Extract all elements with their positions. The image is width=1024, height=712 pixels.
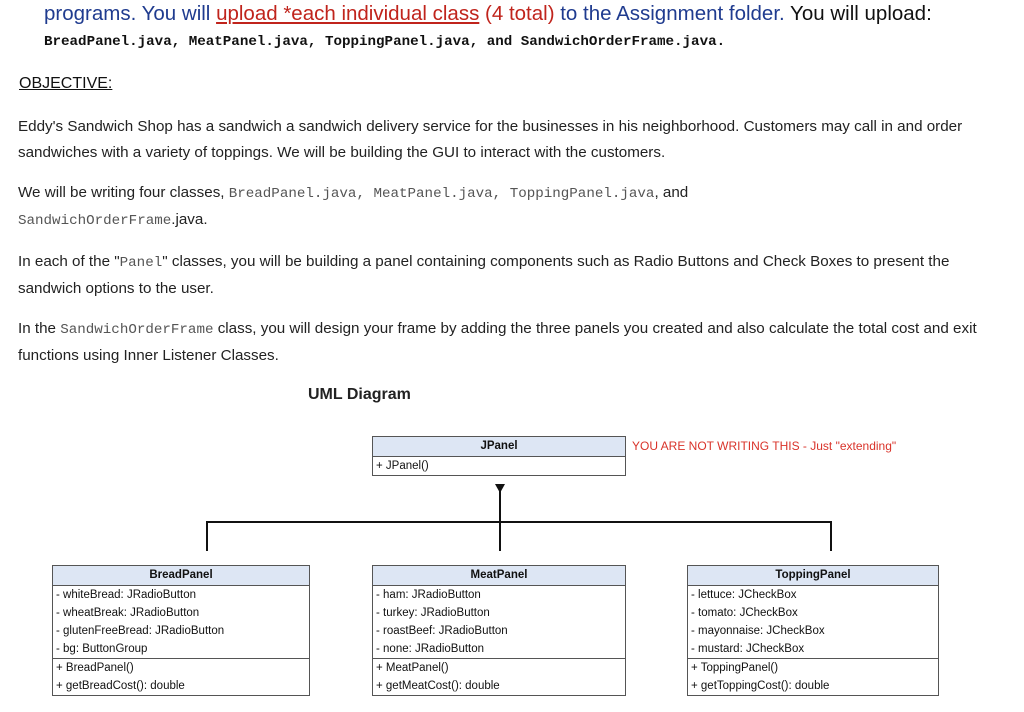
- meat-method: + getMeatCost(): double: [376, 680, 500, 692]
- topping-method: + ToppingPanel(): [688, 658, 938, 677]
- bread-method: + BreadPanel(): [53, 658, 309, 677]
- p2-text-a: We will be writing four classes,: [18, 184, 229, 201]
- p3-text-a: In each of the ": [18, 253, 120, 270]
- bread-field: - whiteBread: JRadioButton: [56, 589, 196, 601]
- objective-heading: OBJECTIVE:: [19, 75, 113, 92]
- meat-field: - ham: JRadioButton: [376, 589, 481, 601]
- bread-method: + getBreadCost(): double: [56, 680, 185, 692]
- breadpanel-class-box: [52, 565, 310, 696]
- p2-code-frame: SandwichOrderFrame: [18, 213, 172, 229]
- bread-field: - bg: ButtonGroup: [56, 643, 148, 655]
- files-list: BreadPanel.java, MeatPanel.java, ToppingPanel.java, and SandwichOrderFrame.java.: [44, 34, 726, 50]
- instruction-text-3: You will upload:: [784, 2, 932, 25]
- p2-text-c: , and: [654, 184, 689, 201]
- upload-emphasis: upload *each individual class: [216, 2, 480, 25]
- toppingpanel-class-name: ToppingPanel: [688, 566, 938, 586]
- jpanel-class-name: JPanel: [373, 437, 625, 457]
- breadpanel-class-name: BreadPanel: [53, 566, 309, 586]
- p4-code-frame: SandwichOrderFrame: [60, 322, 214, 338]
- p3-code-panel: Panel: [119, 255, 163, 271]
- bread-field: - wheatBreak: JRadioButton: [56, 607, 200, 619]
- meat-method: + MeatPanel(): [373, 658, 625, 677]
- p2-code-files: BreadPanel.java, MeatPanel.java, ToppingPanel.java: [228, 186, 655, 202]
- uml-title: UML Diagram: [308, 386, 411, 403]
- meat-field: - roastBeef: JRadioButton: [376, 625, 508, 637]
- jpanel-constructor: + JPanel(): [376, 460, 429, 472]
- meat-field: - turkey: JRadioButton: [376, 607, 490, 619]
- extends-note: YOU ARE NOT WRITING THIS - Just "extending": [632, 439, 897, 453]
- toppingpanel-class-box: [687, 565, 939, 696]
- meatpanel-class-box: [372, 565, 626, 696]
- meatpanel-class-name: MeatPanel: [373, 566, 625, 586]
- total-emphasis: (4 total): [479, 2, 555, 25]
- p2-text-e: .java.: [171, 211, 208, 228]
- p3-text-c: " classes, you will be building a panel containing components such as Radio Buttons and Check Boxes to present the sandwich options to the user.: [18, 253, 950, 297]
- p4-text-a: In the: [18, 320, 61, 337]
- topping-method: + getToppingCost(): double: [691, 680, 830, 692]
- topping-field: - tomato: JCheckBox: [691, 607, 798, 619]
- meat-field: - none: JRadioButton: [376, 643, 485, 655]
- instruction-text-1: programs. You will: [44, 2, 217, 25]
- topping-field: - mustard: JCheckBox: [691, 643, 805, 655]
- bread-field: - glutenFreeBread: JRadioButton: [56, 625, 225, 637]
- instruction-text-2: to the Assignment folder.: [554, 2, 785, 25]
- topping-field: - mayonnaise: JCheckBox: [691, 625, 825, 637]
- p4-text-c: class, you will design your frame by adding the three panels you created and also calculate the total cost and exit functions using Inner Listener Classes.: [18, 320, 977, 364]
- topping-field: - lettuce: JCheckBox: [691, 589, 797, 601]
- paragraph-1: Eddy's Sandwich Shop has a sandwich a sandwich delivery service for the businesses in his neighborhood. Customers may call in and order sandwiches with a variety of toppings. We will be building the GUI to interact with the customers.: [18, 118, 963, 161]
